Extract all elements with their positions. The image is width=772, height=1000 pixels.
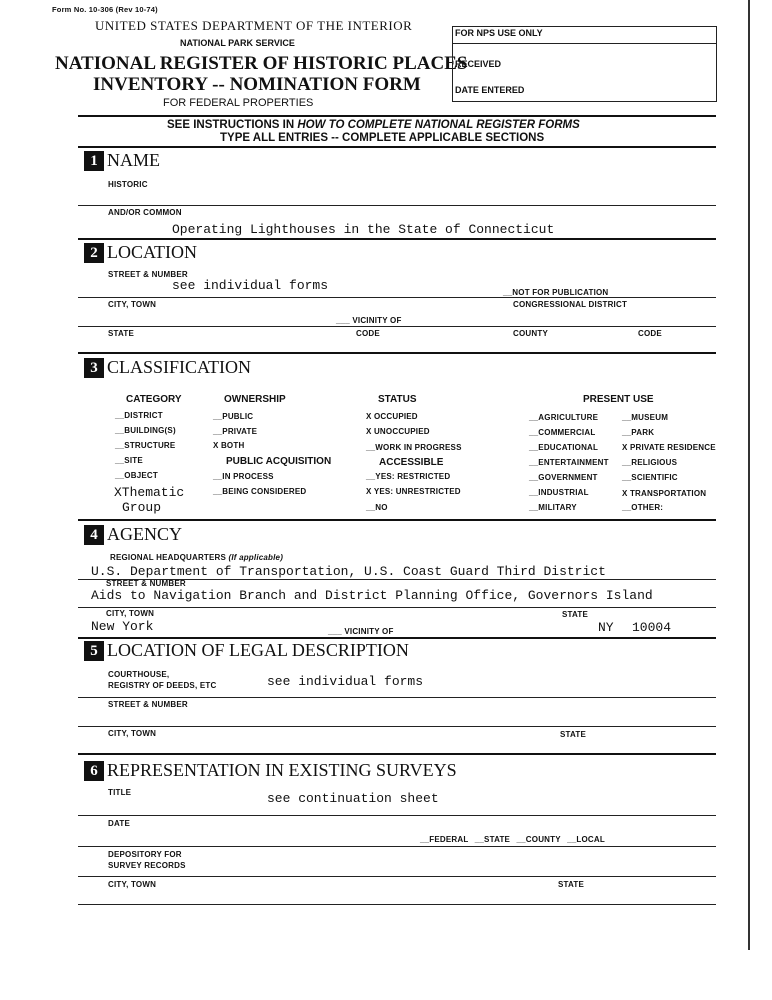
- legal-street-label: STREET & NUMBER: [108, 700, 188, 709]
- agency-vicinity-label: ___ VICINITY OF: [328, 627, 394, 636]
- survey-title-value: see continuation sheet: [267, 791, 439, 806]
- scan-edge: [748, 0, 750, 950]
- use-transportation: X TRANSPORTATION: [622, 489, 707, 498]
- nps-use-box: [452, 26, 717, 102]
- form-title-2: INVENTORY -- NOMINATION FORM: [93, 74, 421, 95]
- section-title: LOCATION: [107, 242, 197, 262]
- service-name: NATIONAL PARK SERVICE: [180, 38, 295, 48]
- acquisition-in-process: __IN PROCESS: [213, 472, 274, 481]
- survey-city-label: CITY, TOWN: [108, 880, 157, 889]
- regional-headquarters-value: U.S. Department of Transportation, U.S. Coast Guard Third District: [91, 564, 606, 579]
- section-location-heading: [84, 242, 197, 263]
- county-label: COUNTY: [513, 329, 548, 338]
- street-number-value: see individual forms: [172, 278, 329, 293]
- common-name-label: AND/OR COMMON: [108, 208, 182, 217]
- instructions-line-1: SEE INSTRUCTIONS IN HOW TO COMPLETE NATIONAL REGISTER FORMS: [167, 119, 580, 131]
- section-number: 5: [84, 641, 104, 661]
- category-buildings: __BUILDING(S): [115, 426, 176, 435]
- not-for-publication: __NOT FOR PUBLICATION: [503, 288, 609, 297]
- survey-date-label: DATE: [108, 819, 130, 828]
- category-structure: __STRUCTURE: [115, 441, 176, 450]
- form-title-1: NATIONAL REGISTER OF HISTORIC PLACES: [55, 53, 468, 74]
- section-surveys-heading: [84, 760, 457, 781]
- category-object: __OBJECT: [115, 471, 158, 480]
- category-thematic: XThematic: [114, 485, 185, 500]
- legal-city-label: CITY, TOWN: [108, 729, 157, 738]
- agency-state-label: STATE: [562, 610, 589, 619]
- agency-zip-value: 10004: [632, 620, 672, 635]
- use-scientific: __SCIENTIFIC: [622, 473, 678, 482]
- agency-city-label: CITY, TOWN: [106, 609, 155, 618]
- ownership-heading: OWNERSHIP: [224, 394, 286, 405]
- ownership-private: __PRIVATE: [213, 427, 258, 436]
- regional-headquarters-label: REGIONAL HEADQUARTERS (If applicable): [110, 553, 284, 562]
- section-title: LOCATION OF LEGAL DESCRIPTION: [107, 640, 409, 660]
- public-acquisition-heading: PUBLIC ACQUISITION: [226, 456, 332, 467]
- code-label: CODE: [356, 329, 380, 338]
- legal-state-label: STATE: [560, 730, 587, 739]
- county-code-label: CODE: [638, 329, 662, 338]
- category-site: __SITE: [115, 456, 143, 465]
- ownership-public: __PUBLIC: [213, 412, 254, 421]
- agency-city-value: New York: [91, 619, 154, 634]
- registry-label: REGISTRY OF DEEDS, ETC: [108, 681, 217, 690]
- use-educational: __EDUCATIONAL: [529, 443, 599, 452]
- congressional-district-label: CONGRESSIONAL DISTRICT: [513, 300, 628, 309]
- use-entertainment: __ENTERTAINMENT: [529, 458, 609, 467]
- instructions-line-2: TYPE ALL ENTRIES -- COMPLETE APPLICABLE SECTIONS: [220, 132, 545, 144]
- accessible-heading: ACCESSIBLE: [379, 457, 444, 468]
- accessible-unrestricted: X YES: UNRESTRICTED: [366, 487, 461, 496]
- acquisition-being-considered: __BEING CONSIDERED: [213, 487, 307, 496]
- section-classification-heading: [84, 357, 251, 378]
- status-unoccupied: X UNOCCUPIED: [366, 427, 430, 436]
- section-number: 3: [84, 358, 104, 378]
- use-agriculture: __AGRICULTURE: [529, 413, 599, 422]
- use-private-residence: X PRIVATE RESIDENCE: [622, 443, 716, 452]
- section-number: 1: [84, 151, 104, 171]
- agency-street-value: Aids to Navigation Branch and District Planning Office, Governors Island: [91, 588, 653, 603]
- survey-levels: __FEDERAL __STATE __COUNTY __LOCAL: [420, 835, 605, 844]
- form-number: Form No. 10-306 (Rev 10-74): [52, 5, 158, 14]
- ownership-both: X BOTH: [213, 441, 245, 450]
- use-military: __MILITARY: [529, 503, 577, 512]
- use-park: __PARK: [622, 428, 655, 437]
- section-legal-heading: [84, 640, 409, 661]
- section-number: 4: [84, 525, 104, 545]
- use-religious: __RELIGIOUS: [622, 458, 678, 467]
- street-number-label: STREET & NUMBER: [108, 270, 188, 279]
- city-town-label: CITY, TOWN: [108, 300, 157, 309]
- survey-records-label: SURVEY RECORDS: [108, 861, 186, 870]
- category-group: Group: [122, 500, 162, 515]
- state-label: STATE: [108, 329, 135, 338]
- survey-state-label: STATE: [558, 880, 585, 889]
- section-title: REPRESENTATION IN EXISTING SURVEYS: [107, 760, 457, 780]
- use-commercial: __COMMERCIAL: [529, 428, 596, 437]
- status-occupied: X OCCUPIED: [366, 412, 418, 421]
- section-title: CLASSIFICATION: [107, 357, 252, 377]
- nps-box-title: FOR NPS USE ONLY: [455, 28, 543, 38]
- section-number: 6: [84, 761, 104, 781]
- department-name: UNITED STATES DEPARTMENT OF THE INTERIOR: [95, 18, 413, 33]
- agency-street-label: STREET & NUMBER: [106, 579, 186, 588]
- courthouse-value: see individual forms: [267, 674, 424, 689]
- use-industrial: __INDUSTRIAL: [529, 488, 589, 497]
- category-district: __DISTRICT: [115, 411, 163, 420]
- section-name-heading: [84, 150, 160, 171]
- accessible-no: __NO: [366, 503, 388, 512]
- section-agency-heading: [84, 524, 182, 545]
- historic-label: HISTORIC: [108, 180, 148, 189]
- received-label: RECEIVED: [455, 59, 502, 69]
- survey-title-label: TITLE: [108, 788, 132, 797]
- accessible-restricted: __YES: RESTRICTED: [366, 472, 451, 481]
- section-title: AGENCY: [107, 524, 182, 544]
- date-entered-label: DATE ENTERED: [455, 85, 525, 95]
- agency-state-value: NY: [598, 620, 614, 635]
- courthouse-label: COURTHOUSE,: [108, 670, 170, 679]
- depository-label: DEPOSITORY FOR: [108, 850, 182, 859]
- section-title: NAME: [107, 150, 160, 170]
- use-government: __GOVERNMENT: [529, 473, 598, 482]
- form-subtitle: FOR FEDERAL PROPERTIES: [163, 97, 314, 109]
- present-use-heading: PRESENT USE: [583, 394, 654, 405]
- use-other: __OTHER:: [622, 503, 664, 512]
- category-heading: CATEGORY: [126, 394, 182, 405]
- status-heading: STATUS: [378, 394, 417, 405]
- use-museum: __MUSEUM: [622, 413, 669, 422]
- common-name-value: Operating Lighthouses in the State of Connecticut: [172, 222, 555, 237]
- status-work-in-progress: __WORK IN PROGRESS: [366, 443, 462, 452]
- vicinity-label: ___ VICINITY OF: [336, 316, 402, 325]
- section-number: 2: [84, 243, 104, 263]
